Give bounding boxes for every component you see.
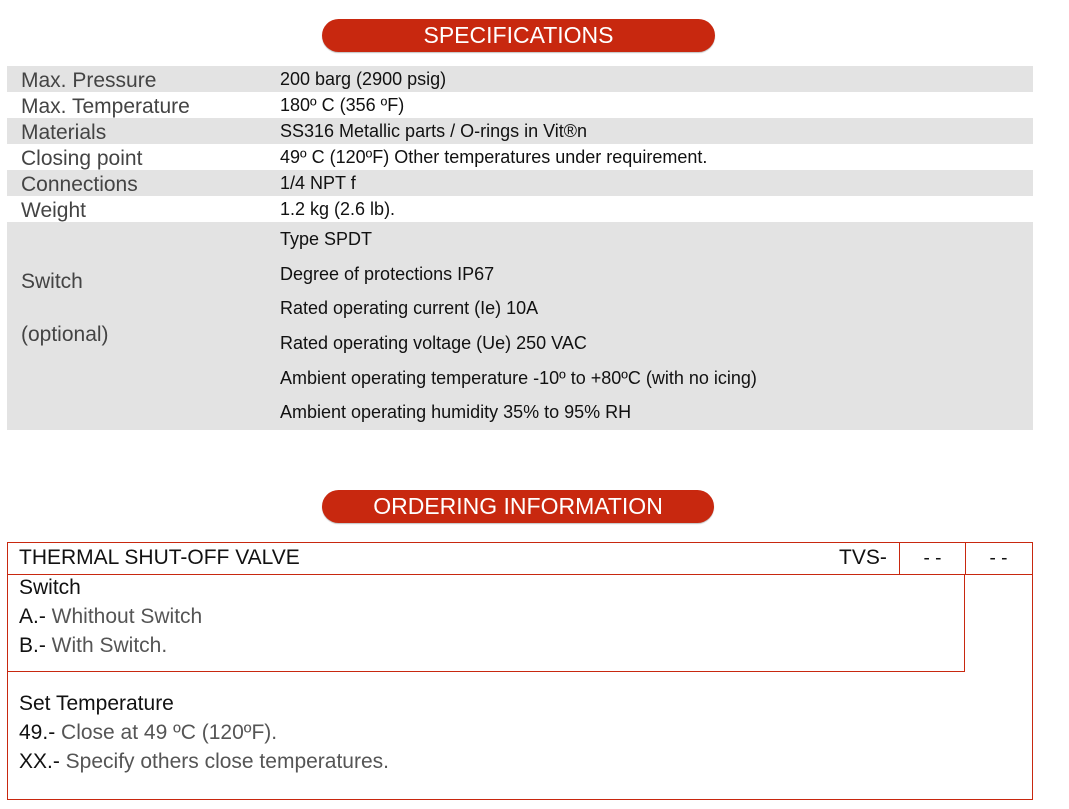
switch-option	[19, 634, 167, 658]
spec-row-connections	[7, 170, 1033, 196]
spec-label: Max. Temperature	[21, 95, 190, 118]
switch-options-box	[8, 574, 965, 672]
option-code: XX.-	[19, 750, 60, 773]
option-text: With Switch.	[45, 634, 168, 657]
switch-spec-item: Rated operating voltage (Ue) 250 VAC	[280, 333, 587, 353]
spec-label: Weight	[21, 199, 86, 222]
temperature-option	[19, 750, 389, 774]
switch-sublabel: (optional)	[21, 323, 109, 346]
spec-label: Materials	[21, 121, 107, 144]
spec-label: Closing point	[21, 147, 143, 170]
spec-value: 200 barg (2900 psig)	[280, 69, 447, 89]
spec-row-materials	[7, 118, 1033, 144]
spec-row-closing-point	[7, 144, 1033, 170]
specifications-heading: SPECIFICATIONS	[322, 19, 715, 52]
spec-value: 180º C (356 ºF)	[280, 95, 405, 115]
spec-value: 49º C (120ºF) Other temperatures under requirement.	[280, 147, 708, 167]
switch-spec-item: Ambient operating temperature -10º to +80ºC (with no icing)	[280, 368, 757, 388]
spec-row-max-temperature	[7, 92, 1033, 118]
specifications-table	[7, 66, 1033, 430]
switch-spec-item: Degree of protections IP67	[280, 264, 495, 284]
spec-value: SS316 Metallic parts / O-rings in Vit®n	[280, 121, 588, 141]
spec-label: Max. Pressure	[21, 69, 157, 92]
spec-row-weight	[7, 196, 1033, 222]
switch-spec-item: Rated operating current (Ie) 10A	[280, 298, 539, 318]
ordering-header-row	[8, 543, 1032, 575]
switch-section-title: Switch	[19, 576, 81, 599]
spec-value: 1/4 NPT f	[280, 173, 356, 193]
switch-option	[19, 605, 202, 629]
option-text: Whithout Switch	[45, 605, 203, 628]
product-code: TVS-	[839, 546, 887, 569]
spec-row-switch	[7, 222, 1033, 430]
ordering-table	[7, 542, 1033, 800]
code-cell-switch: - -	[899, 543, 965, 574]
spec-row-max-pressure	[7, 66, 1033, 92]
ordering-heading: ORDERING INFORMATION	[322, 490, 714, 523]
code-cell-temperature: - -	[965, 543, 1031, 574]
product-name: THERMAL SHUT-OFF VALVE	[19, 546, 300, 569]
option-code: B.-	[19, 634, 46, 657]
switch-label: Switch	[21, 270, 83, 293]
option-text: Close at 49 ºC (120ºF).	[55, 721, 278, 744]
option-code: A.-	[19, 605, 46, 628]
temperature-section-title: Set Temperature	[19, 692, 174, 715]
spec-value: 1.2 kg (2.6 lb).	[280, 199, 396, 219]
option-text: Specify others close temperatures.	[59, 750, 389, 773]
option-code: 49.-	[19, 721, 56, 744]
switch-spec-item: Ambient operating humidity 35% to 95% RH	[280, 402, 632, 422]
switch-spec-item: Type SPDT	[280, 229, 373, 249]
spec-label: Connections	[21, 173, 138, 196]
temperature-option	[19, 721, 277, 745]
